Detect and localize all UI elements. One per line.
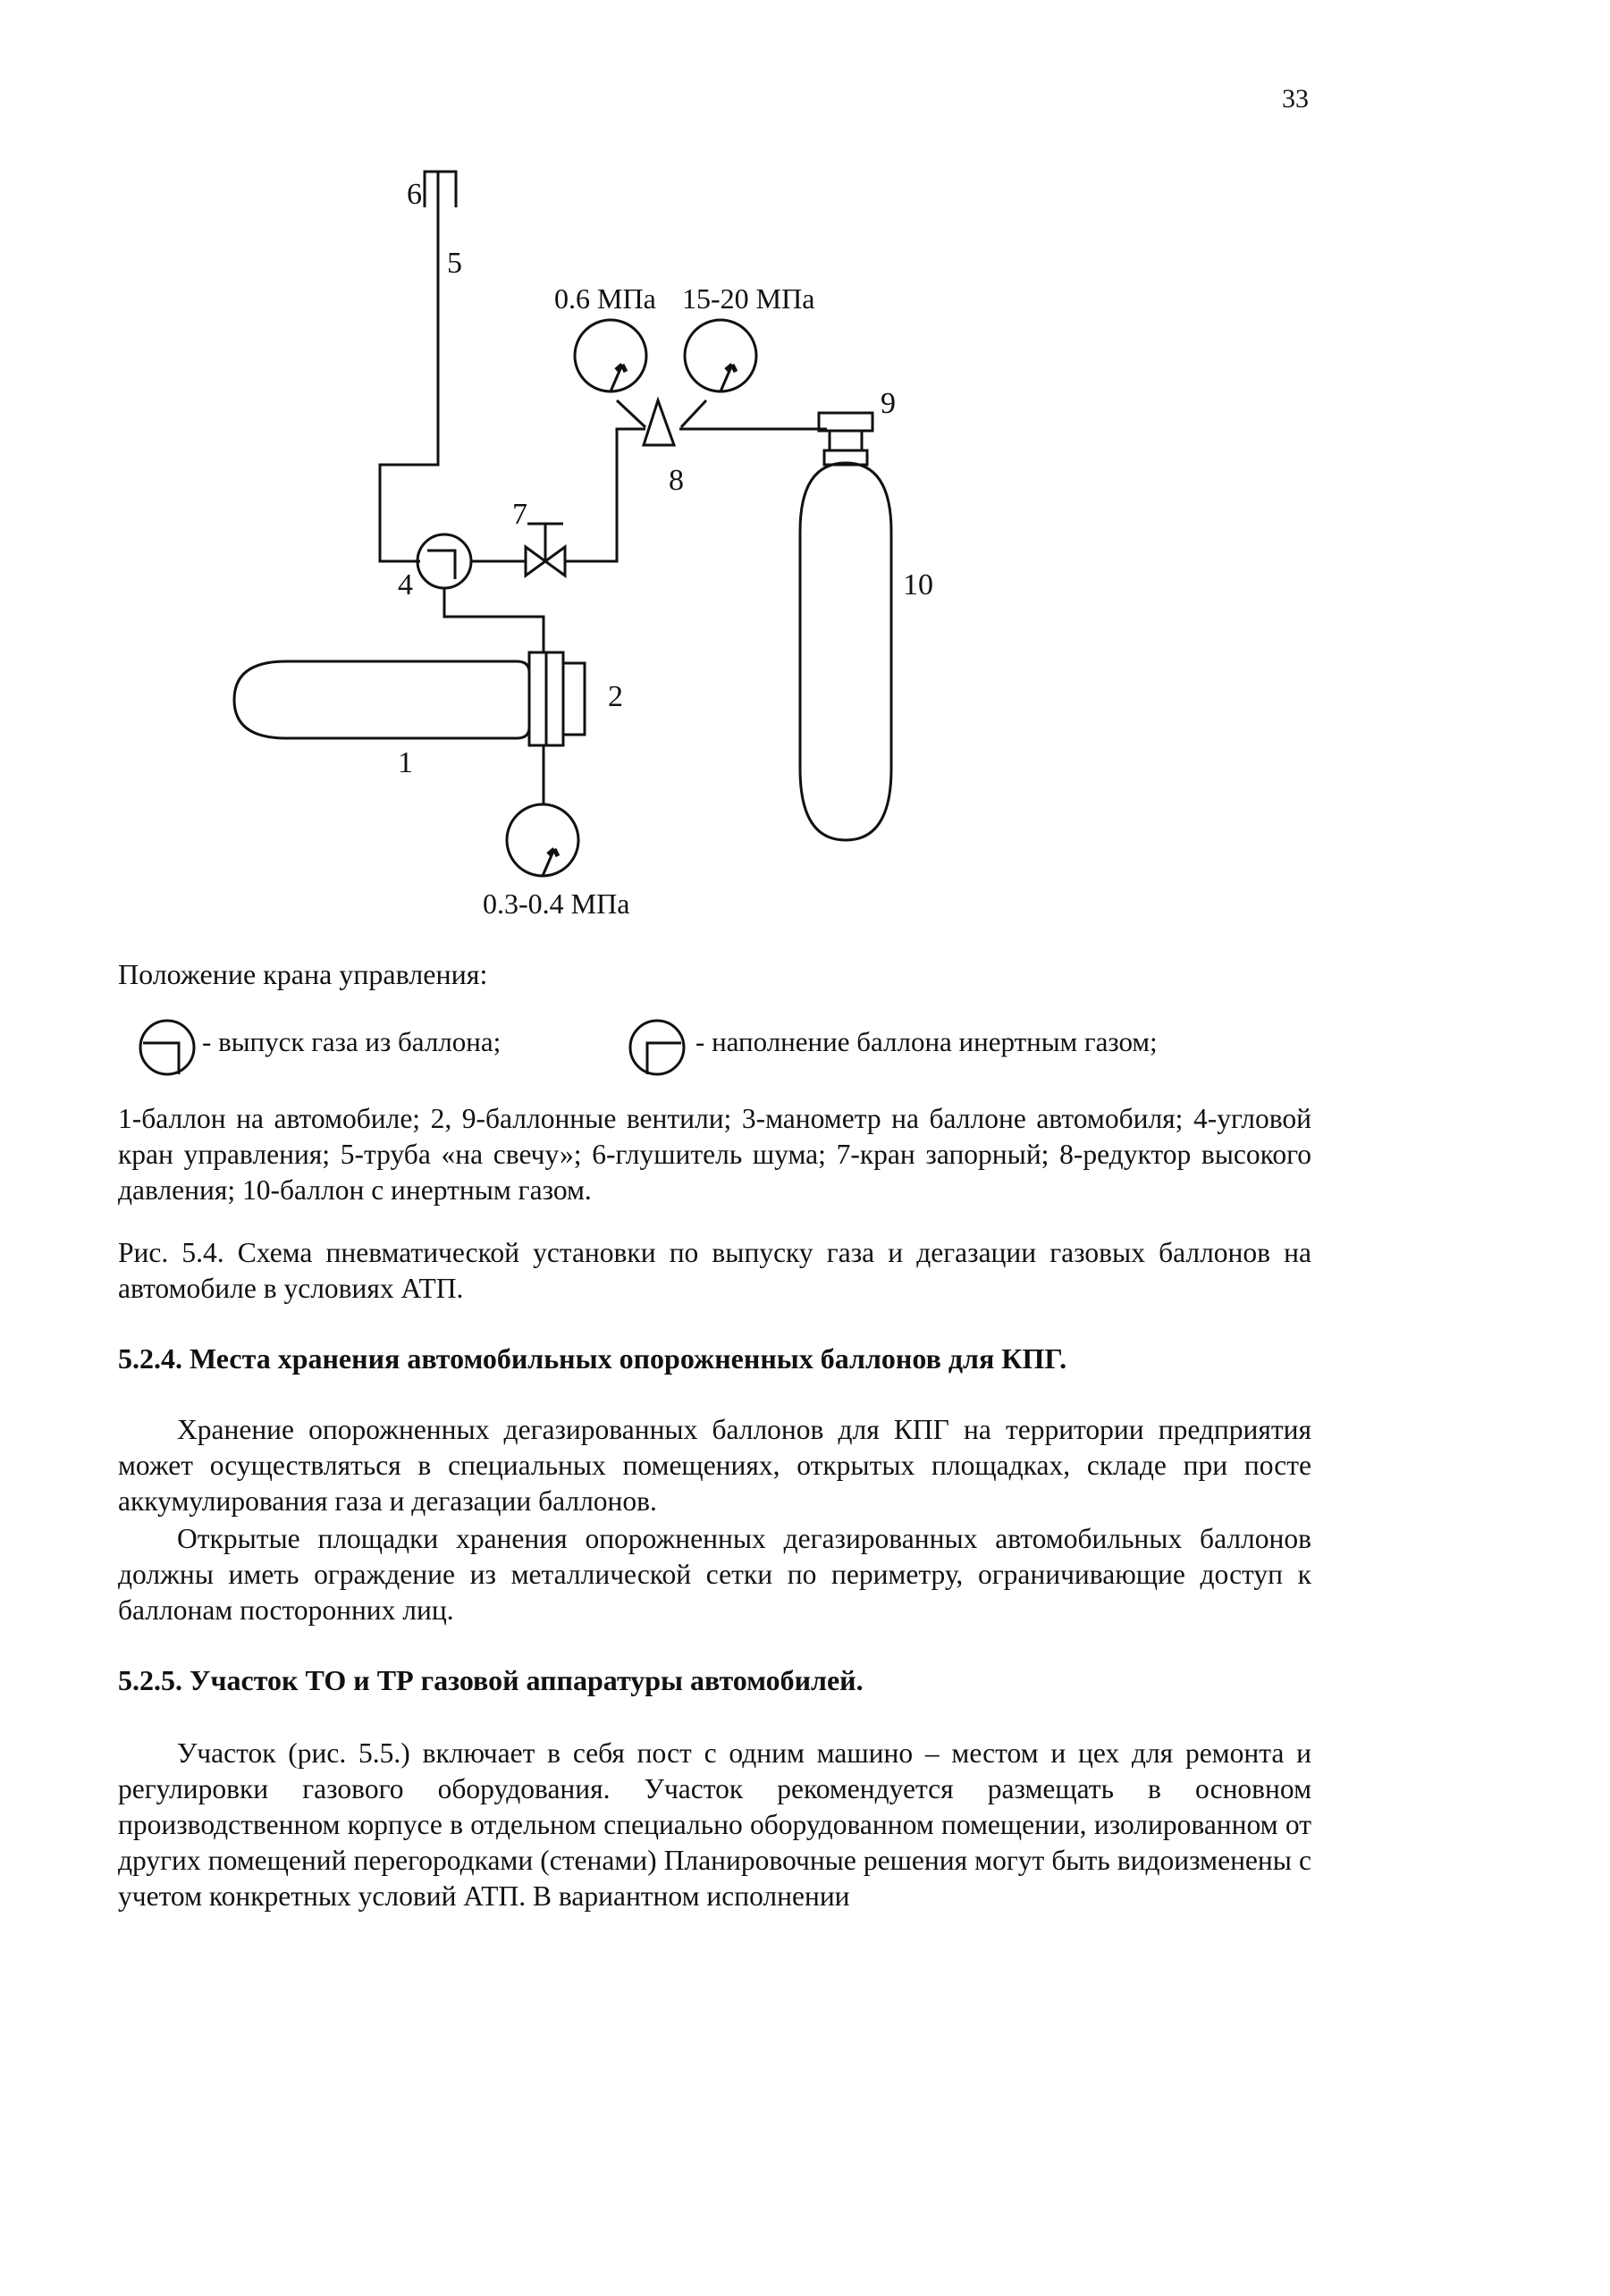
components-list: 1-баллон на автомобиле; 2, 9-баллонные вентили; 3-манометр на баллоне автомобиля; 4-угловой кран управления; 5-труба «на свечу»; 6-глушитель шума; 7-кран запорный; 8-редуктор высокого давления; 10-баллон с инертным газом. (118, 1103, 1311, 1206)
control-valve-4 (417, 534, 471, 588)
silencer-6 (425, 172, 456, 207)
legend-release: - выпуск газа из баллона; (202, 1026, 502, 1057)
pipe-4-to-2 (444, 588, 544, 652)
label-10: 10 (903, 568, 933, 601)
shutoff-valve-7 (526, 524, 565, 576)
cylinder-10-inert-gas (800, 463, 891, 840)
pneumatic-scheme-diagram (0, 0, 1610, 947)
reducer-8 (644, 400, 674, 445)
legend-fill: - наполнение баллона инертным газом; (695, 1026, 1158, 1057)
legend-title: Положение крана управления: (118, 958, 488, 990)
label-7: 7 (512, 498, 527, 531)
figure-caption: Рис. 5.4. Схема пневматической установки по выпуску газа и дегазации газовых баллонов на автомобиле в условиях АТП. (118, 1237, 1311, 1304)
label-pressure-high: 15-20 МПа (682, 282, 815, 315)
cylinder-valve-9 (819, 413, 872, 465)
label-8: 8 (669, 464, 684, 497)
pipe-7-to-8 (565, 429, 645, 561)
gauge-car-cylinder-3 (507, 804, 578, 876)
label-pressure-car: 0.3-0.4 МПа (483, 887, 630, 920)
section-heading-524: 5.2.4. Места хранения автомобильных опорожненных баллонов для КПГ. (118, 1342, 1067, 1375)
paragraph-525-1: Участок (рис. 5.5.) включает в себя пост с одним машино – местом и цех для ремонта и регулировки газового оборудования. Участок рекомендуется размещать в основном производственном корпусе в отдельном специально оборудованном помещении, изолированном от других помещений перегородками (стенами) Планировочные решения могут быть видоизменены с учетом конкретных условий АТП. В вариантном исполнении (118, 1737, 1311, 1912)
gauge-low-pressure (575, 320, 646, 427)
gauge-high-pressure (681, 320, 756, 427)
label-2: 2 (608, 680, 623, 713)
page-number: 33 (1282, 84, 1309, 114)
paragraph-524-2: Открытые площадки хранения опорожненных дегазированных автомобильных баллонов должны иметь ограждение из металлической сетки по периметру, ограничивающие доступ к баллонам посторонних лиц. (118, 1523, 1311, 1626)
label-9: 9 (881, 387, 896, 420)
label-1: 1 (398, 746, 413, 779)
cylinder-valve-2 (529, 652, 585, 745)
pipe-5-vent (380, 172, 438, 561)
label-6: 6 (407, 178, 422, 211)
car-cylinder-1 (234, 661, 529, 738)
paragraph-524-1: Хранение опорожненных дегазированных баллонов для КПГ на территории предприятия может осуществляться в специальных помещениях, открытых площадках, складе при посте аккумулирования газа и дегазации баллонов. (118, 1414, 1311, 1517)
label-pressure-low: 0.6 МПа (554, 282, 656, 315)
valve-position-fill-icon (626, 1016, 688, 1079)
label-5: 5 (447, 247, 462, 280)
label-4: 4 (398, 568, 413, 601)
valve-position-release-icon (136, 1016, 198, 1079)
section-heading-525: 5.2.5. Участок ТО и ТР газовой аппаратуры автомобилей. (118, 1664, 864, 1696)
